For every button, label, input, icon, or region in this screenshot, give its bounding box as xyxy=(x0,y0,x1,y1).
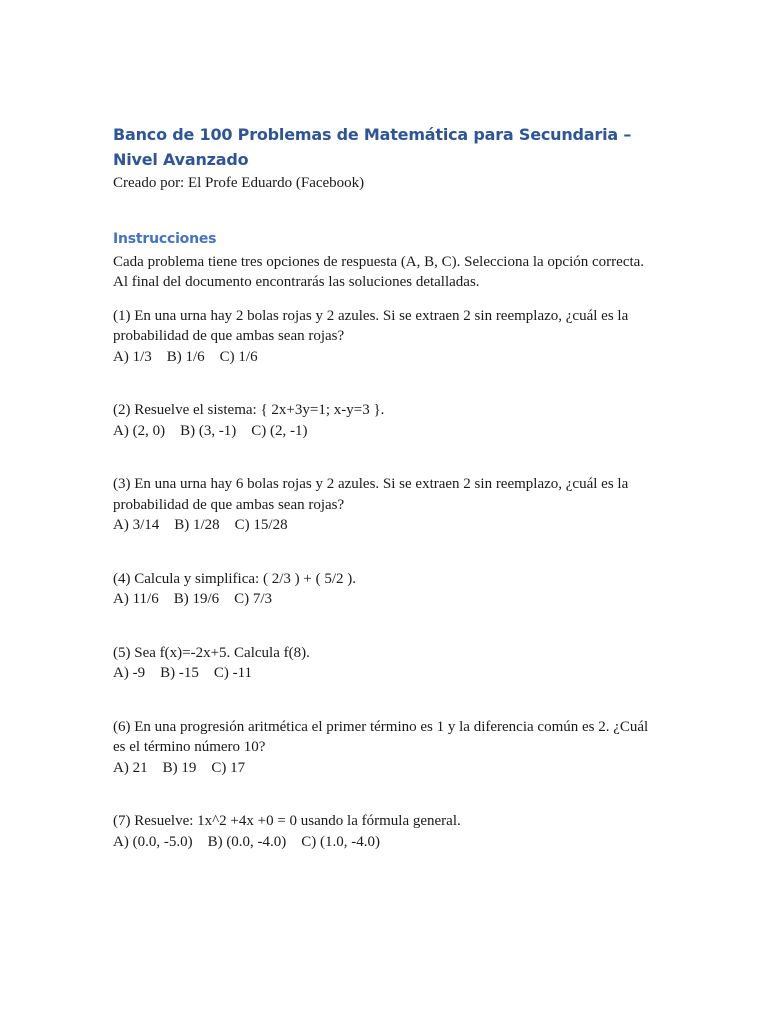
problem-question: (5) Sea f(x)=-2x+5. Calcula f(8). xyxy=(113,644,310,661)
problem-question: (3) En una urna hay 6 bolas rojas y 2 azules. Si se extraen 2 sin reemplazo, ¿cuál es la probabilidad de que ambas sean rojas? xyxy=(113,476,629,513)
document-page xyxy=(113,122,658,885)
instructions-body xyxy=(113,252,658,293)
problem-question: (4) Calcula y simplifica: ( 2/3 ) + ( 5/2 ). xyxy=(113,570,356,587)
problem-list xyxy=(113,306,658,853)
problem-question: (2) Resuelve el sistema: { 2x+3y=1; x-y=3 }. xyxy=(113,402,385,418)
problem-options: A) (2, 0) B) (3, -1) C) (2, -1) xyxy=(113,422,308,439)
problem-options: A) 21 B) 19 C) 17 xyxy=(113,759,246,776)
document-title: Banco de 100 Problemas de Matemática para Secundaria – Nivel Avanzado xyxy=(113,125,632,169)
instructions-heading: Instrucciones xyxy=(113,230,217,247)
problem-options: A) 11/6 B) 19/6 C) 7/3 xyxy=(113,591,273,607)
problem-question: (6) En una progresión aritmética el primer término es 1 y la diferencia común es 2. ¿Cuál es el término número 10? xyxy=(113,718,649,755)
document-author: Creado por: El Profe Eduardo (Facebook) xyxy=(113,175,365,191)
problem-item xyxy=(113,811,658,852)
problem-item xyxy=(113,717,658,779)
problem-item xyxy=(113,643,658,684)
problem-options: A) -9 B) -15 C) -11 xyxy=(113,665,253,681)
problem-item xyxy=(113,306,658,368)
problem-question: (1) En una urna hay 2 bolas rojas y 2 azules. Si se extraen 2 sin reemplazo, ¿cuál es la probabilidad de que ambas sean rojas? xyxy=(113,307,629,344)
problem-options: A) 1/3 B) 1/6 C) 1/6 xyxy=(113,348,258,365)
instructions-line: Cada problema tiene tres opciones de respuesta (A, B, C). Selecciona la opción correcta. xyxy=(113,253,645,270)
problem-item xyxy=(113,400,658,441)
problem-item xyxy=(113,569,658,610)
instructions-line: Al final del documento encontrarás las soluciones detalladas. xyxy=(113,274,480,290)
problem-question: (7) Resuelve: 1x^2 +4x +0 = 0 usando la fórmula general. xyxy=(113,813,461,829)
problem-options: A) (0.0, -5.0) B) (0.0, -4.0) C) (1.0, -4.0) xyxy=(113,833,381,850)
problem-options: A) 3/14 B) 1/28 C) 15/28 xyxy=(113,517,288,533)
problem-item xyxy=(113,474,658,536)
